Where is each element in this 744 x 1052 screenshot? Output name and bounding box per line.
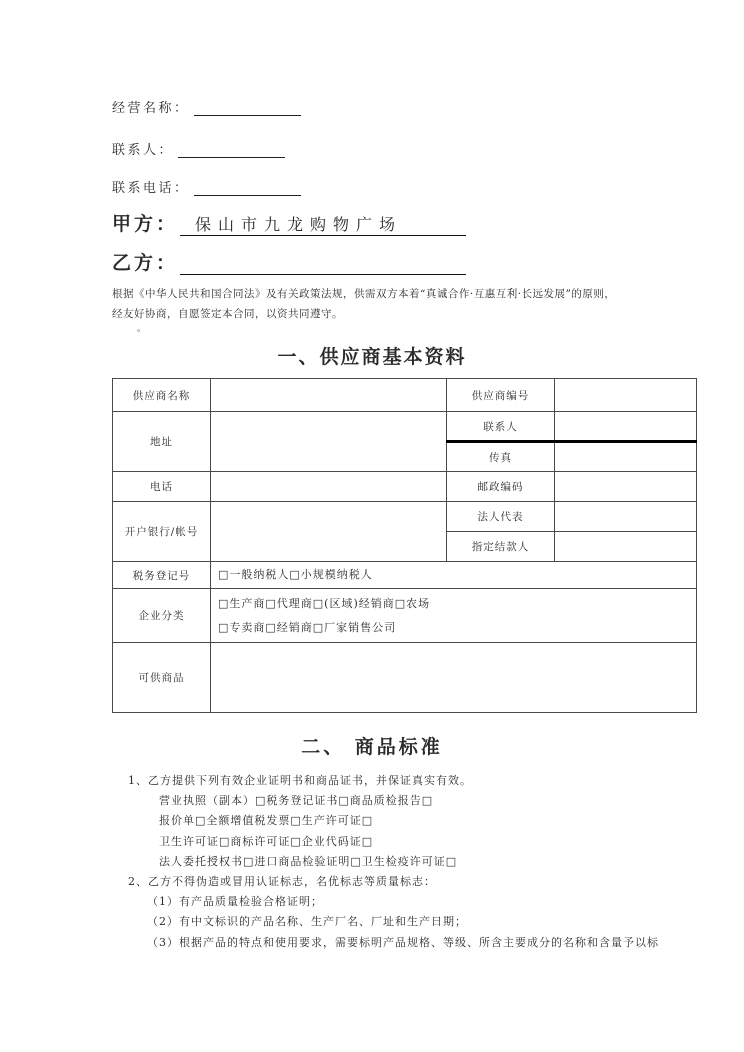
- contact-person-blank-line: [178, 144, 285, 158]
- business-name-field: [112, 97, 301, 116]
- clause-line-4: 卫生许可证□商标许可证□企业代码证□: [159, 834, 374, 848]
- contact-person-label: 联系人：: [112, 143, 175, 158]
- section1-title: 一、供应商基本资料: [277, 346, 467, 368]
- phone-value-cell: [211, 472, 447, 502]
- table-row: [113, 412, 697, 442]
- table-row: [113, 589, 697, 643]
- supplier-no-label: 供应商编号: [447, 379, 555, 412]
- tax-reg-checkbox-options: □一般纳税人□小规模纳税人: [211, 562, 697, 589]
- stray-punctuation-mark: 。: [137, 324, 147, 334]
- bank-account-value-cell: [211, 502, 447, 562]
- section2-title: 二、 商品标准: [301, 736, 443, 758]
- clause-line-9: （3）根据产品的特点和使用要求，需要标明产品规格、等级、所含主要成分的名称和含量予以标: [147, 935, 659, 949]
- supplier-name-label: 供应商名称: [113, 379, 211, 412]
- preamble-line-1: 根据《中华人民共和国合同法》及有关政策法规，供需双方本着“真诚合作·互惠互利·长远发展”的原则，: [112, 288, 616, 300]
- products-value-cell: [211, 643, 697, 713]
- party-b-label: 乙方：: [112, 252, 179, 274]
- party-a-label: 甲方：: [112, 213, 179, 235]
- fax-label: 传真: [447, 442, 555, 472]
- table-row: [113, 472, 697, 502]
- table-row: [113, 502, 697, 532]
- bank-account-label: 开户银行/帐号: [113, 502, 211, 562]
- supplier-info-table: [112, 378, 697, 713]
- supplier-name-value-cell: [211, 379, 447, 412]
- party-b-row: [112, 248, 466, 275]
- business-name-label: 经营名称：: [112, 101, 190, 116]
- clause-list: [112, 771, 712, 953]
- legal-rep-value-cell: [555, 502, 697, 532]
- address-value-cell: [211, 412, 447, 472]
- company-type-label: 企业分类: [113, 589, 211, 643]
- tax-reg-label: 税务登记号: [113, 562, 211, 589]
- designated-payee-value-cell: [555, 532, 697, 562]
- fax-value-cell: [555, 442, 697, 472]
- supplier-no-value-cell: [555, 379, 697, 412]
- company-type-options-line1: □生产商□代理商□(区域)经销商□农场: [218, 596, 431, 610]
- clause-line-1: 1、乙方提供下列有效企业证明书和商品证书，并保证真实有效。: [128, 774, 472, 787]
- clause-line-3: 报价单□全额增值税发票□生产许可证□: [159, 814, 374, 828]
- party-b-underline-value: [180, 251, 466, 275]
- clause-line-7: （1）有产品质量检验合格证明；: [147, 895, 323, 909]
- contact-label: 联系人: [447, 412, 555, 442]
- party-a-underline-value: 保山市九龙购物广场: [180, 212, 466, 236]
- contact-phone-blank-line: [194, 182, 301, 196]
- company-type-checkbox-options: [211, 589, 697, 643]
- contact-value-cell: [555, 412, 697, 442]
- clause-line-2: 营业执照（副本）□税务登记证书□商品质检报告□: [159, 794, 434, 808]
- contact-person-field: [112, 139, 285, 158]
- contact-phone-label: 联系电话：: [112, 181, 190, 196]
- table-row: [113, 379, 697, 412]
- products-label: 可供商品: [113, 643, 211, 713]
- postal-code-label: 邮政编码: [447, 472, 555, 502]
- company-type-options-line2: □专卖商□经销商□厂家销售公司: [218, 620, 397, 634]
- postal-code-value-cell: [555, 472, 697, 502]
- party-a-row: [112, 209, 466, 236]
- clause-line-5: 法人委托授权书□进口商品检验证明□卫生检疫许可证□: [159, 854, 458, 868]
- business-name-blank-line: [194, 102, 301, 116]
- clause-line-6: 2、乙方不得伪造或冒用认证标志，名优标志等质量标志：: [128, 875, 436, 889]
- contact-phone-field: [112, 177, 301, 196]
- phone-label: 电话: [113, 472, 211, 502]
- clause-line-8: （2）有中文标识的产品名称、生产厂名、厂址和生产日期；: [147, 915, 467, 929]
- table-row: [113, 643, 697, 713]
- preamble-paragraph: [112, 284, 698, 324]
- preamble-line-2: 经友好协商，自愿签定本合同，以资共同遵守。: [112, 308, 343, 320]
- designated-payee-label: 指定结款人: [447, 532, 555, 562]
- legal-rep-label: 法人代表: [447, 502, 555, 532]
- table-row: [113, 562, 697, 589]
- address-label: 地址: [113, 412, 211, 472]
